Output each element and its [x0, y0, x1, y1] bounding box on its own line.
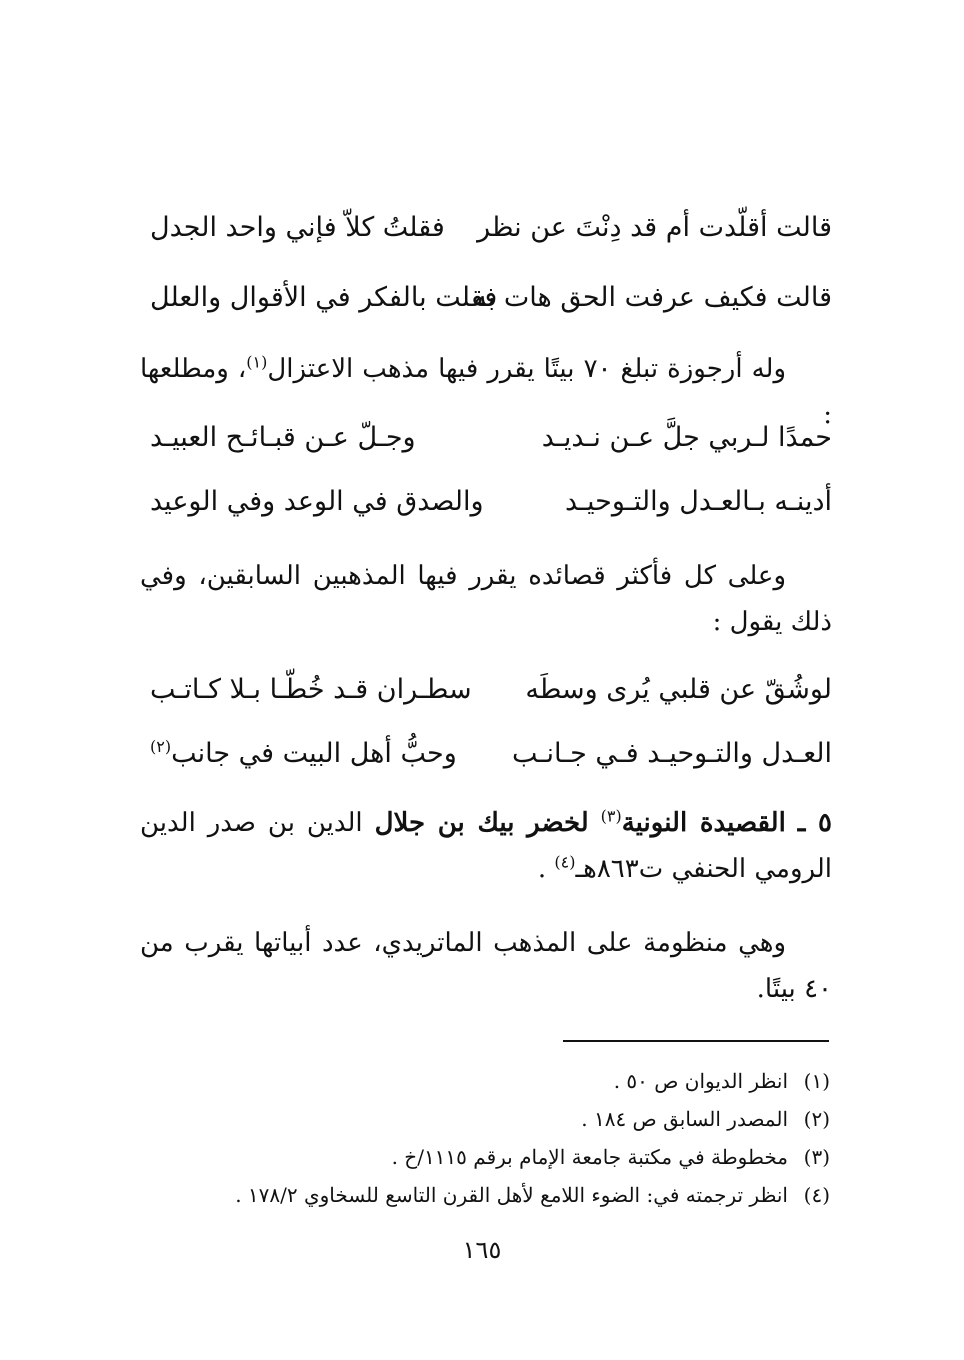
footnote-number: (١) [803, 1069, 830, 1093]
page-number: ١٦٥ [462, 1236, 502, 1264]
footnote [150, 1138, 830, 1176]
footnote-text: انظر الديوان ص ٥٠ . [613, 1069, 788, 1093]
footnote-ref: (٤) [554, 852, 576, 872]
paragraph-general: وعلى كل فأكثر قصائده يقرر فيها المذهبين السابقين، وفي ذلك يقول : [140, 561, 832, 637]
item-number: ٥ ـ [797, 808, 833, 838]
verse-second-hemistich: سطـران قـد خُطّـا بـلا كـاتـب [150, 674, 472, 705]
verse-first-hemistich [512, 729, 832, 779]
paragraph-final: وهي منظومة على المذهب الماتريدي، عدد أبياتها يقرب من ٤٠ بيتًا. [140, 928, 832, 1004]
footnote [150, 1062, 830, 1100]
footnote-number: (٣) [803, 1145, 830, 1169]
poem-verse [140, 203, 832, 253]
verse-first-hemistich: قالت أقلّدت أم قد دِنْتَ عن نظر [477, 212, 832, 243]
verse-first-hemistich: قالت فكيف عرفت الحق هات به [473, 282, 832, 313]
footnote-ref: (١) [246, 352, 268, 372]
poem-verse [140, 665, 832, 715]
footnote-number: (٤) [803, 1183, 830, 1207]
item-title: القصيدة النونية [621, 808, 786, 838]
poem-verse [140, 477, 832, 527]
verse-first-hemistich: لوشُقّ عن قلبي يُرى وسطَه [525, 674, 832, 705]
poem-verse [140, 273, 832, 323]
footnote-text: انظر ترجمته في: الضوء اللامع لأهل القرن التاسع للسخاوي ١٧٨/٢ . [235, 1183, 788, 1207]
footnote-text: المصدر السابق ص ١٨٤ . [581, 1107, 788, 1131]
item-end: . [537, 854, 547, 884]
verse-second-hemistich: والصدق في الوعد وفي الوعيد [150, 486, 484, 517]
verse-second-hemistich: فقلتُ كلاّ فإني واحد الجدل [150, 212, 445, 243]
paragraph-text: وله أرجوزة تبلغ ٧٠ بيتًا يقرر فيها مذهب الاعتزال [267, 354, 786, 384]
footnote-ref: (٢) [150, 737, 172, 756]
item-details: الدين بن صدر الدين الرومي الحنفي ت٨٦٣هـ [140, 808, 832, 884]
poem-verse [140, 413, 832, 463]
footnote [150, 1100, 830, 1138]
verse-second-hemistich: وجـلّ عـن قبـائـح العبيـد [150, 422, 416, 453]
poem-verse [140, 729, 832, 779]
footnote-separator [563, 1040, 829, 1042]
verse-first-hemistich: أدينـه بـالعـدل والتـوحيـد [564, 486, 832, 517]
hemistich-text: وحبُّ أهل البيت في جانب [171, 738, 457, 769]
footnote-text: مخطوطة في مكتبة جامعة الإمام برقم ١١١٥/خ . [391, 1145, 788, 1169]
footnote [150, 1176, 830, 1214]
paragraph-text: ، ومطلعها : [140, 354, 832, 430]
verse-second-hemistich [150, 729, 457, 779]
footnotes [150, 1062, 830, 1214]
item-five [140, 800, 832, 892]
item-author: لخضر بيك بن جلال [374, 808, 589, 838]
footnote-number: (٢) [803, 1107, 830, 1131]
footnote-ref: (٣) [600, 806, 622, 826]
verse-first-hemistich: حمدًا لـربي جلَّ عـن نـديـد [541, 422, 832, 453]
hemistich-text: العـدل والتـوحيـد فـي جـانـب [512, 738, 832, 769]
verse-second-hemistich: فقلت بالفكر في الأقوال والعلل [150, 282, 498, 313]
